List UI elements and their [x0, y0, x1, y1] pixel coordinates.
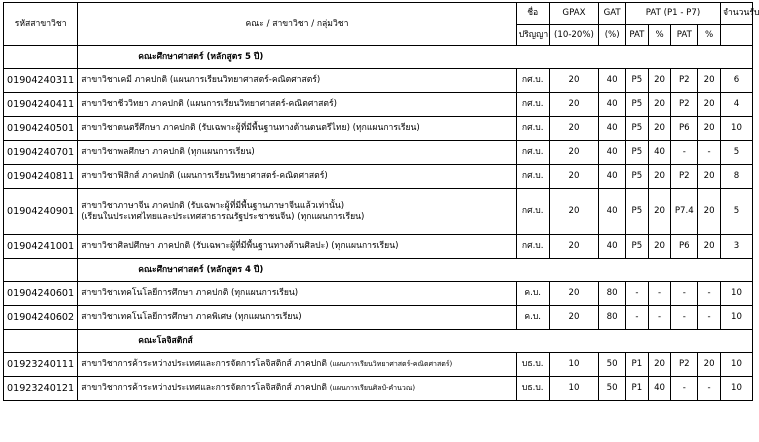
program-code: 01904241001 [4, 235, 78, 259]
cell-pct1: 20 [648, 69, 671, 93]
cell-degree: กศ.บ. [516, 165, 549, 189]
program-code: 01904240602 [4, 306, 78, 330]
cell-pat2: P2 [671, 93, 698, 117]
program-name: สาขาวิชาภาษาจีน ภาคปกติ (รับเฉพาะผู้ที่มีพื้นฐานภาษาจีนแล้วเท่านั้น) [81, 200, 345, 211]
cell-pct1: 40 [648, 141, 671, 165]
faculty-header-row [4, 330, 753, 353]
cell-pct1: 20 [648, 93, 671, 117]
table-row [4, 377, 753, 401]
cell-quota: 10 [720, 377, 752, 401]
cell-pct2: - [698, 141, 721, 165]
cell-gat: 40 [599, 189, 626, 235]
table-row [4, 235, 753, 259]
program-name-line2: (เรียนในประเทศไทยและประเทศสาธารณรัฐประชาชนจีน) (ทุกแผนการเรียน) [81, 211, 365, 222]
header-degree-line1: ชื่อ [516, 3, 549, 25]
table-row [4, 93, 753, 117]
program-code: 01904240411 [4, 93, 78, 117]
cell-gpax: 20 [549, 93, 599, 117]
cell-gpax: 20 [549, 165, 599, 189]
cell-degree: กศ.บ. [516, 189, 549, 235]
cell-quota: 5 [720, 141, 752, 165]
cell-pct1: 20 [648, 165, 671, 189]
program-name-cell [78, 282, 516, 306]
table-body [4, 46, 753, 401]
cell-gat: 40 [599, 235, 626, 259]
cell-gpax: 20 [549, 117, 599, 141]
cell-degree: ค.บ. [516, 306, 549, 330]
cell-pat2: P2 [671, 353, 698, 377]
faculty-header-row [4, 46, 753, 69]
table-row [4, 282, 753, 306]
program-code: 01923240111 [4, 353, 78, 377]
table-row [4, 165, 753, 189]
cell-pct2: 20 [698, 93, 721, 117]
cell-quota: 5 [720, 189, 752, 235]
program-name-cell [78, 69, 516, 93]
cell-degree: กศ.บ. [516, 235, 549, 259]
header-gpax-line1: GPAX [549, 3, 599, 25]
cell-pct1: 20 [648, 353, 671, 377]
cell-pct2: 20 [698, 235, 721, 259]
cell-pat1: P1 [626, 353, 649, 377]
program-name-cell [78, 189, 516, 235]
program-code: 01904240601 [4, 282, 78, 306]
cell-degree: ค.บ. [516, 282, 549, 306]
cell-gpax: 20 [549, 141, 599, 165]
cell-pct1: - [648, 282, 671, 306]
cell-pct2: 20 [698, 69, 721, 93]
program-code: 01904240811 [4, 165, 78, 189]
program-name: สาขาวิชาดนตรีศึกษา ภาคปกติ (รับเฉพาะผู้ที่มีพื้นฐานทางด้านดนตรีไทย) (ทุกแผนการเรียน) [81, 123, 420, 133]
cell-pat2: - [671, 377, 698, 401]
cell-gat: 50 [599, 377, 626, 401]
program-name: สาขาวิชาเทคโนโลยีการศึกษา ภาคปกติ (ทุกแผนการเรียน) [81, 288, 299, 298]
cell-pat2: P6 [671, 117, 698, 141]
cell-pat1: P5 [626, 117, 649, 141]
header-gat-line2: (%) [599, 25, 626, 46]
program-plan-note: (แผนการเรียนวิทยาศาสตร์-คณิตศาสตร์) [329, 360, 453, 368]
table-row [4, 69, 753, 93]
program-code: 01923240121 [4, 377, 78, 401]
cell-gat: 40 [599, 165, 626, 189]
program-name-cell [78, 165, 516, 189]
cell-pct2: - [698, 377, 721, 401]
faculty-label: คณะศึกษาศาสตร์ (หลักสูตร 5 ปี) [78, 46, 753, 69]
cell-gpax: 20 [549, 189, 599, 235]
program-name-cell [78, 117, 516, 141]
cell-quota: 10 [720, 282, 752, 306]
cell-gpax: 20 [549, 69, 599, 93]
cell-degree: บธ.บ. [516, 353, 549, 377]
cell-quota: 10 [720, 117, 752, 141]
admission-table [3, 2, 759, 401]
cell-quota: 10 [720, 306, 752, 330]
cell-pat1: P5 [626, 189, 649, 235]
program-name-cell [78, 141, 516, 165]
cell-pct1: 20 [648, 189, 671, 235]
cell-pct1: 20 [648, 117, 671, 141]
cell-pct2: 20 [698, 117, 721, 141]
cell-gat: 40 [599, 93, 626, 117]
cell-pct2: 20 [698, 353, 721, 377]
header-pat-sub-2: % [648, 25, 671, 46]
cell-pat1: P5 [626, 165, 649, 189]
cell-pat1: P5 [626, 235, 649, 259]
cell-degree: กศ.บ. [516, 93, 549, 117]
cell-pat1: P1 [626, 377, 649, 401]
table-row [4, 189, 753, 235]
cell-gat: 40 [599, 117, 626, 141]
cell-pat1: - [626, 282, 649, 306]
cell-quota: 10 [720, 353, 752, 377]
cell-quota: 3 [720, 235, 752, 259]
cell-quota: 8 [720, 165, 752, 189]
program-name-cell [78, 377, 516, 401]
cell-pat2: P7.4 [671, 189, 698, 235]
cell-pct1: 20 [648, 235, 671, 259]
cell-pat2: P2 [671, 165, 698, 189]
program-name: สาขาวิชาชีววิทยา ภาคปกติ (แผนการเรียนวิทยาศาสตร์-คณิตศาสตร์) [81, 99, 337, 109]
cell-pat2: P6 [671, 235, 698, 259]
cell-pct2: - [698, 306, 721, 330]
header-pat-sub-4: % [698, 25, 721, 46]
cell-pat2: - [671, 282, 698, 306]
table-row [4, 353, 753, 377]
cell-gat: 80 [599, 306, 626, 330]
faculty-code-blank [4, 259, 78, 282]
cell-pct2: 20 [698, 189, 721, 235]
program-plan-note: (แผนการเรียนศิลป์-คำนวณ) [329, 384, 416, 392]
program-name: สาขาวิชาฟิสิกส์ ภาคปกติ (แผนการเรียนวิทยาศาสตร์-คณิตศาสตร์) [81, 171, 328, 181]
faculty-code-blank [4, 46, 78, 69]
program-name-cell [78, 306, 516, 330]
header-pat-sub-3: PAT [671, 25, 698, 46]
cell-gat: 80 [599, 282, 626, 306]
program-name-cell [78, 93, 516, 117]
cell-pct2: 20 [698, 165, 721, 189]
table-row [4, 141, 753, 165]
faculty-label: คณะโลจิสติกส์ [78, 330, 753, 353]
faculty-code-blank [4, 330, 78, 353]
cell-pct1: - [648, 306, 671, 330]
cell-gpax: 10 [549, 377, 599, 401]
cell-pat1: P5 [626, 93, 649, 117]
cell-pat1: P5 [626, 69, 649, 93]
header-row-1 [4, 3, 753, 25]
cell-pat1: P5 [626, 141, 649, 165]
program-name: สาขาวิชาเทคโนโลยีการศึกษา ภาคพิเศษ (ทุกแผนการเรียน) [81, 312, 302, 322]
cell-gpax: 20 [549, 282, 599, 306]
cell-degree: กศ.บ. [516, 141, 549, 165]
program-name: สาขาวิชาเคมี ภาคปกติ (แผนการเรียนวิทยาศาสตร์-คณิตศาสตร์) [81, 75, 321, 85]
cell-degree: กศ.บ. [516, 117, 549, 141]
header-pat-sub-1: PAT [626, 25, 649, 46]
cell-degree: บธ.บ. [516, 377, 549, 401]
cell-pat2: - [671, 306, 698, 330]
cell-gat: 40 [599, 69, 626, 93]
cell-pct1: 40 [648, 377, 671, 401]
cell-gat: 40 [599, 141, 626, 165]
cell-pct2: - [698, 282, 721, 306]
program-name: สาขาวิชาการค้าระหว่างประเทศและการจัดการโลจิสติกส์ ภาคปกติ [81, 383, 327, 393]
program-name-cell [78, 235, 516, 259]
program-code: 01904240901 [4, 189, 78, 235]
faculty-label: คณะศึกษาศาสตร์ (หลักสูตร 4 ปี) [78, 259, 753, 282]
header-faculty: คณะ / สาขาวิชา / กลุ่มวิชา [78, 3, 516, 46]
header-quota-blank [720, 25, 752, 46]
cell-gpax: 10 [549, 353, 599, 377]
program-code: 01904240701 [4, 141, 78, 165]
cell-degree: กศ.บ. [516, 69, 549, 93]
cell-pat1: - [626, 306, 649, 330]
cell-gpax: 20 [549, 235, 599, 259]
faculty-header-row [4, 259, 753, 282]
header-gpax-line2: (10-20%) [549, 25, 599, 46]
table-row [4, 306, 753, 330]
cell-quota: 6 [720, 69, 752, 93]
cell-gat: 50 [599, 353, 626, 377]
program-code: 01904240501 [4, 117, 78, 141]
program-name: สาขาวิชาศิลปศึกษา ภาคปกติ (รับเฉพาะผู้ที่มีพื้นฐานทางด้านศิลปะ) (ทุกแผนการเรียน) [81, 241, 399, 251]
table-row [4, 117, 753, 141]
program-name-cell [78, 353, 516, 377]
cell-pat2: P2 [671, 69, 698, 93]
header-degree-line2: ปริญญา [516, 25, 549, 46]
program-name: สาขาวิชาพลศึกษา ภาคปกติ (ทุกแผนการเรียน) [81, 147, 255, 157]
program-code: 01904240311 [4, 69, 78, 93]
cell-quota: 4 [720, 93, 752, 117]
header-pat: PAT (P1 - P7) [626, 3, 721, 25]
cell-gpax: 20 [549, 306, 599, 330]
cell-pat2: - [671, 141, 698, 165]
header-code: รหัสสาขาวิชา [4, 3, 78, 46]
header-gat-line1: GAT [599, 3, 626, 25]
header-quota: จำนวนรับ [720, 3, 752, 25]
program-name: สาขาวิชาการค้าระหว่างประเทศและการจัดการโลจิสติกส์ ภาคปกติ [81, 359, 327, 369]
